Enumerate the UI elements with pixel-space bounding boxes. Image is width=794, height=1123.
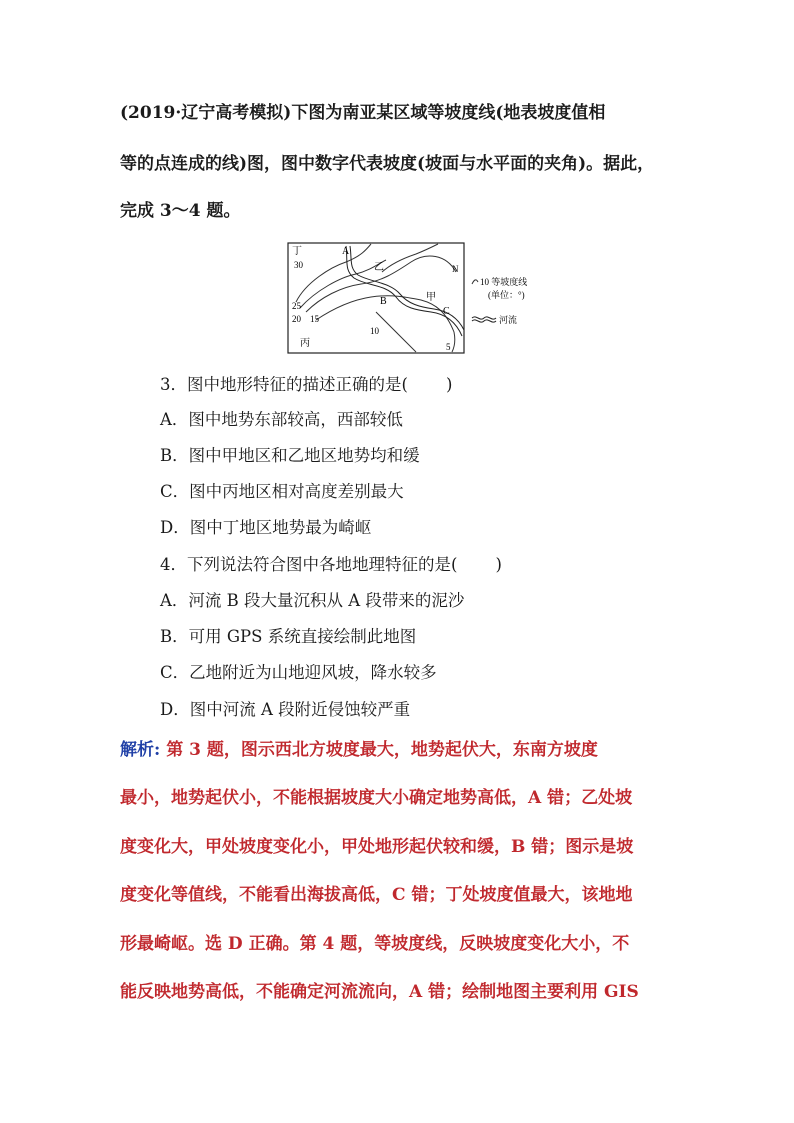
slope-contour-map <box>286 242 556 354</box>
north-arrow-label: N <box>452 264 459 274</box>
slope-value-5: 5 <box>446 342 451 352</box>
legend-contour-unit: (单位：°) <box>488 290 525 300</box>
q3-option-b: B．图中甲地区和乙地区地势均和缓 <box>160 446 420 465</box>
question-4-stem: 4．下列说法符合图中各地地理特征的是( ) <box>160 555 502 574</box>
answer-line-2: 最小，地势起伏小，不能根据坡度大小确定地势高低，A 错；乙处坡 <box>120 788 633 808</box>
label-ding: 丁 <box>292 246 302 257</box>
intro-line-1: (2019·辽宁高考模拟)下图为南亚某区域等坡度线(地表坡度值相 <box>120 103 606 123</box>
answer-line-3: 度变化大，甲处坡度变化小，甲处地形起伏较和缓，B 错；图示是坡 <box>120 837 634 857</box>
label-c: C <box>443 306 450 317</box>
q4-option-c: C．乙地附近为山地迎风坡，降水较多 <box>160 663 437 682</box>
q4-option-d: D．图中河流 A 段附近侵蚀较严重 <box>160 700 411 719</box>
label-b: B <box>380 296 387 307</box>
contour-line <box>376 312 416 352</box>
q4-option-a: A．河流 B 段大量沉积从 A 段带来的泥沙 <box>160 591 465 610</box>
slope-value-20: 20 <box>292 314 301 324</box>
q3-option-c: C．图中丙地区相对高度差别最大 <box>160 482 404 501</box>
contour-line <box>382 244 438 272</box>
map-figure <box>286 242 556 354</box>
answer-line-4: 度变化等值线，不能看出海拔高低，C 错；丁处坡度值最大，该地地 <box>120 885 633 905</box>
label-bing: 丙 <box>300 338 310 349</box>
answer-line-6: 能反映地势高低，不能确定河流流向，A 错；绘制地图主要利用 GIS <box>120 982 639 1002</box>
slope-value-30: 30 <box>294 260 303 270</box>
intro-line-2: 等的点连成的线)图，图中数字代表坡度(坡面与水平面的夹角)。据此， <box>120 154 655 174</box>
map-frame <box>288 243 464 353</box>
slope-value-15: 15 <box>310 314 319 324</box>
legend-contour-symbol <box>472 280 478 284</box>
answer-line-1: 解析: 第 3 题，图示西北方坡度最大，地势起伏大，东南方坡度 <box>120 740 598 760</box>
slope-value-10: 10 <box>370 326 379 336</box>
label-a: A <box>342 246 350 257</box>
label-yi: 乙 <box>374 262 384 273</box>
answer-label: 解析: <box>120 740 161 760</box>
question-3-stem: 3．图中地形特征的描述正确的是( ) <box>160 375 453 394</box>
slope-value-25: 25 <box>292 301 301 311</box>
q4-option-b: B．可用 GPS 系统直接绘制此地图 <box>160 627 417 646</box>
legend-river-symbol <box>472 320 496 322</box>
legend-river-label: 河流 <box>499 315 518 325</box>
legend-contour-label: 10 等坡度线 <box>480 277 528 287</box>
answer-line-5: 形最崎岖。选 D 正确。第 4 题，等坡度线，反映坡度变化大小，不 <box>120 934 630 954</box>
q3-option-a: A．图中地势东部较高，西部较低 <box>160 410 403 429</box>
label-jia: 甲 <box>426 292 436 303</box>
intro-line-3: 完成 3～4 题。 <box>120 201 241 221</box>
legend-river-symbol <box>472 317 496 319</box>
q3-option-d: D．图中丁地区地势最为崎岖 <box>160 518 372 537</box>
